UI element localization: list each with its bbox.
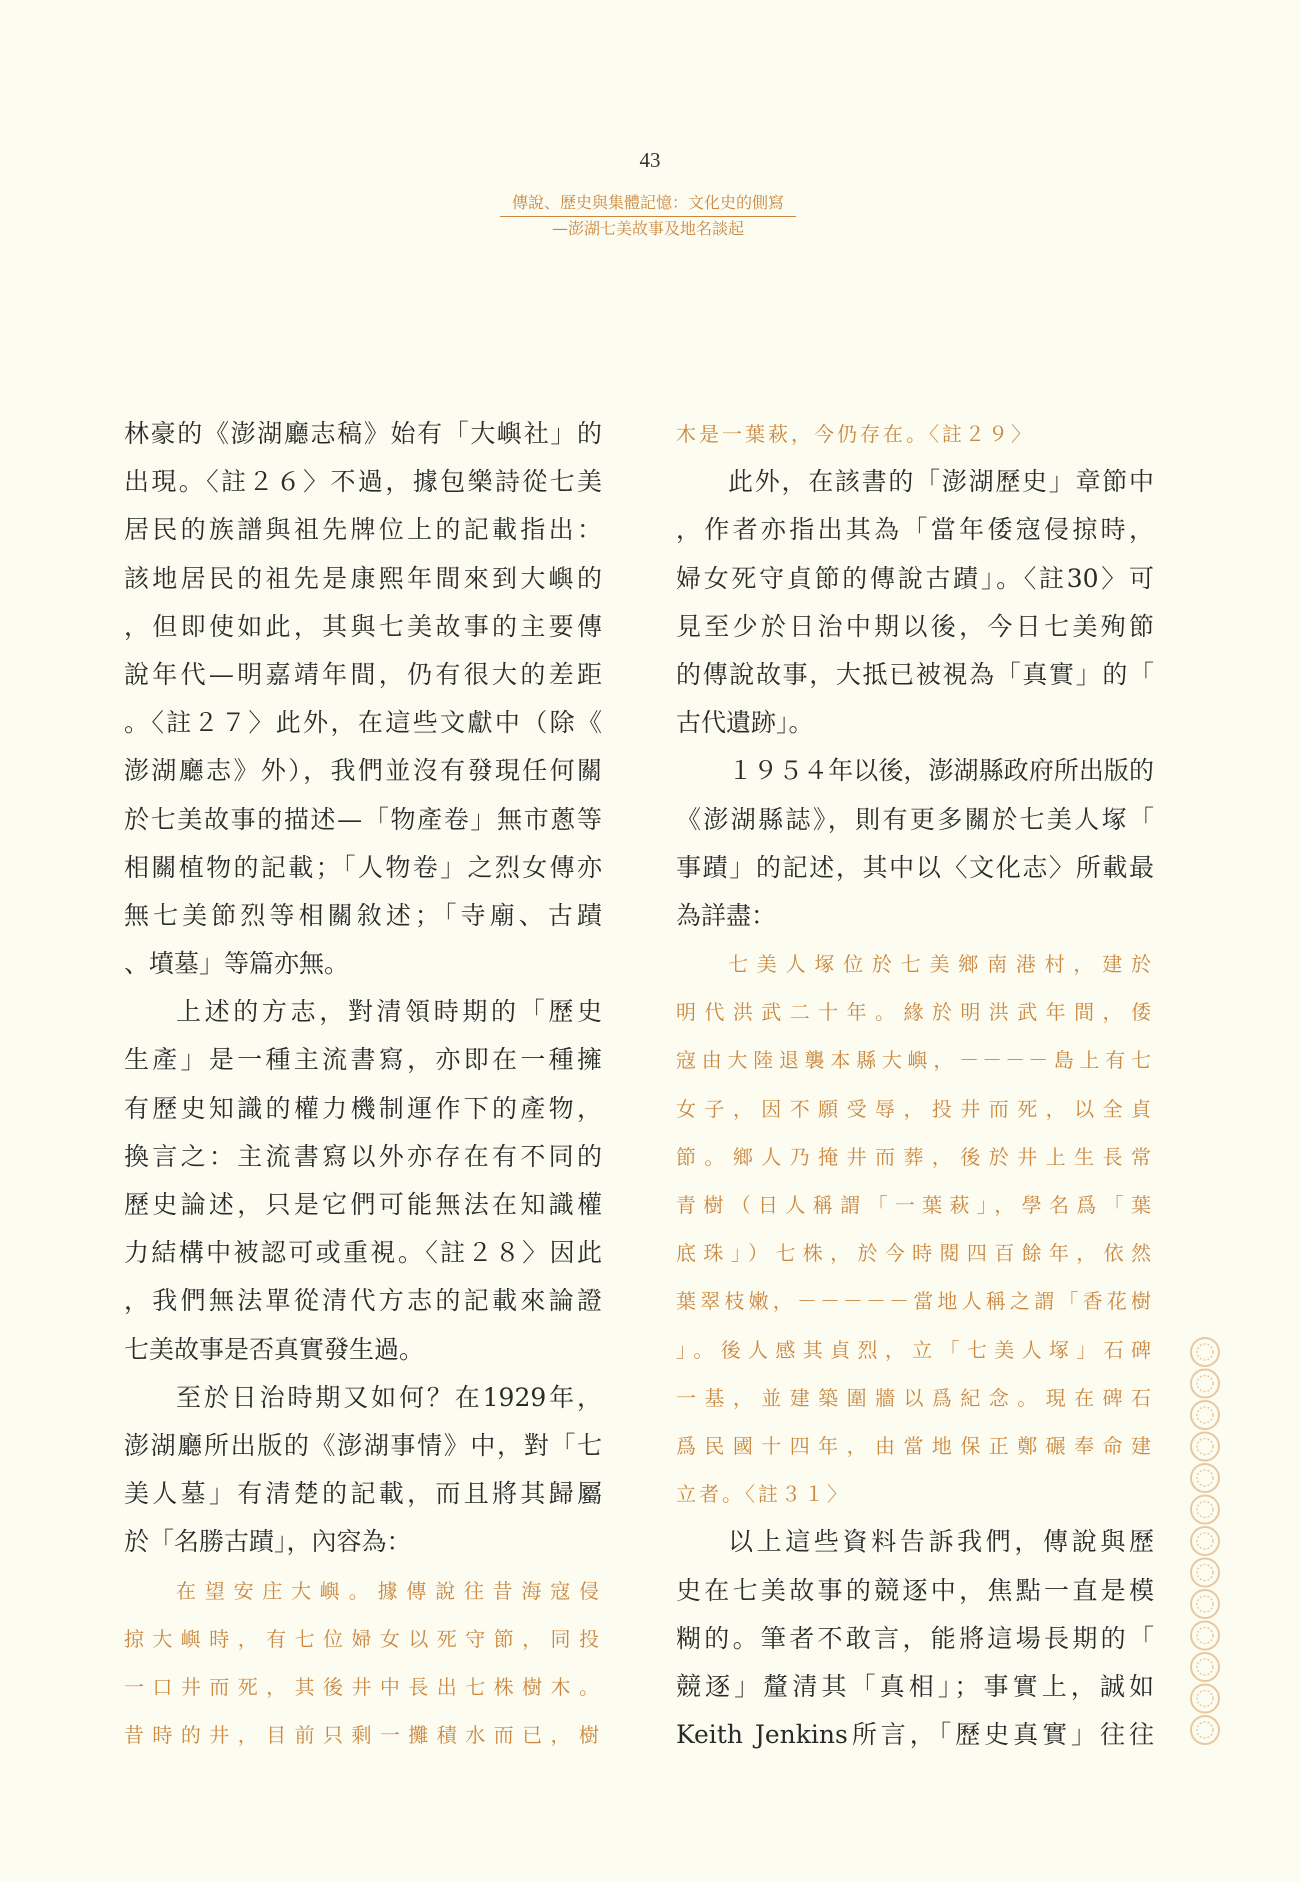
quote-line: 七美人塚位於七美鄉南港村，建於 (728, 952, 1154, 977)
quote-line: 昔時的井，目前只剩一攤積水而已，樹 (124, 1723, 602, 1748)
quote-line: 掠大嶼時，有七位婦女以死守節，同投 (124, 1626, 602, 1651)
text-line: 說年代—明嘉靖年間，仍有很大的差距 (124, 659, 602, 689)
text-line: 相關植物的記載；「人物卷」之烈女傳亦 (124, 852, 602, 882)
text-line: 史在七美故事的競逐中，焦點一直是模 (676, 1575, 1154, 1605)
quote-line: 立者。〈註３１〉 (676, 1482, 850, 1507)
text-line: 古代遺跡」。 (676, 708, 814, 738)
text-line: 此外，在該書的「澎湖歷史」章節中 (728, 467, 1154, 497)
text-line: 澎湖廳所出版的《澎湖事情》中，對「七 (124, 1430, 602, 1460)
text-line: ，作者亦指出其為「當年倭寇侵掠時， (676, 515, 1154, 545)
quote-line: 葉翠枝嫩，－－－－－當地人稱之謂「香花樹 (676, 1289, 1154, 1314)
text-line: １９５４年以後，澎湖縣政府所出版的 (728, 756, 1154, 786)
quote-line: 節。鄉人乃掩井而葬，後於井上生長常 (676, 1144, 1154, 1169)
running-subtitle: —澎湖七美故事及地名談起 (551, 219, 744, 238)
quote-line: 木是一葉萩，今仍存在。〈註２９〉 (676, 422, 1034, 446)
text-line: 於七美故事的描述—「物產卷」無市蔥等 (124, 804, 602, 834)
text-line: 該地居民的祖先是康熙年間來到大嶼的 (124, 563, 602, 593)
quote-line: 寇由大陸退襲本縣大嶼，－－－－島上有七 (676, 1048, 1154, 1073)
text-line: 、墳墓」等篇亦無。 (124, 949, 350, 979)
running-title: 傳說、歷史與集體記憶：文化史的側寫 (500, 192, 796, 217)
text-line: 見至少於日治中期以後，今日七美殉節 (676, 611, 1154, 641)
text-line: 競逐」釐清其「真相」；事實上，誠如 (676, 1671, 1154, 1701)
text-line: 七美故事是否真實發生過。 (124, 1334, 425, 1364)
lace-border-icon (1188, 1336, 1222, 1756)
quote-line: 一基，並建築圍牆以爲紀念。現在碑石 (676, 1385, 1154, 1410)
text-line: 美人墓」有清楚的記載，而且將其歸屬 (124, 1479, 602, 1509)
text-line: ，我們無法單從清代方志的記載來論證 (124, 1286, 602, 1316)
text-line: 為詳盡： (676, 900, 777, 930)
text-line: 澎湖廳志》外），我們並沒有發現任何關 (124, 756, 602, 786)
text-line: 無七美節烈等相關敘述；「寺廟、古蹟 (124, 900, 602, 930)
quote-line: 」。後人感其貞烈，立「七美人塚」石碑 (676, 1337, 1154, 1362)
text-line: 的傳說故事，大抵已被視為「真實」的「 (676, 659, 1154, 689)
text-line: ，但即使如此，其與七美故事的主要傳 (124, 611, 602, 641)
text-line: 婦女死守貞節的傳說古蹟」。〈註30〉可 (676, 563, 1154, 593)
text-line: 力結構中被認可或重視。〈註２８〉因此 (124, 1238, 602, 1268)
text-line: 歷史論述，只是它們可能無法在知識權 (124, 1190, 602, 1219)
page-number: 43 (639, 148, 661, 172)
text-line: 上述的方志，對清領時期的「歷史 (176, 997, 602, 1027)
text-line: 至於日治時期又如何？在1929年， (176, 1382, 602, 1412)
text-line: 《澎湖縣誌》，則有更多關於七美人塚「 (676, 804, 1154, 834)
text-line: 有歷史知識的權力機制運作下的產物， (124, 1093, 602, 1123)
quote-line: 爲民國十四年，由當地保正鄭碾奉命建 (676, 1433, 1154, 1458)
right-column (676, 410, 1154, 1759)
text-line: 。〈註２７〉此外，在這些文獻中（除《 (124, 708, 602, 738)
quote-line: 一口井而死，其後井中長出七株樹木。 (124, 1674, 602, 1699)
text-line: 林豪的《澎湖廳志稿》始有「大嶼社」的 (124, 419, 602, 448)
left-column (124, 410, 602, 1759)
text-line: 居民的族譜與祖先牌位上的記載指出： (124, 515, 602, 545)
text-line: 糊的。筆者不敢言，能將這場長期的「 (676, 1623, 1154, 1653)
quote-line: 青樹（日人稱謂「一葉萩」，學名爲「葉 (676, 1193, 1154, 1217)
quote-line: 在望安庄大嶼。據傳說往昔海寇侵 (176, 1578, 602, 1603)
quote-line: 明代洪武二十年。緣於明洪武年間，倭 (676, 1000, 1154, 1025)
text-line: 換言之：主流書寫以外亦存在有不同的 (124, 1141, 602, 1171)
text-line: 於「名勝古蹟」，內容為： (124, 1527, 412, 1557)
text-line: Keith Jenkins所言，「歷史真實」往往 (676, 1720, 1154, 1750)
quote-line: 女子，因不願受辱，投井而死，以全貞 (676, 1096, 1154, 1121)
text-line: 事蹟」的記述，其中以〈文化志〉所載最 (676, 852, 1154, 882)
quote-line: 底珠」）七株，於今時閱四百餘年，依然 (676, 1241, 1154, 1266)
text-line: 出現。〈註２６〉不過，據包樂詩從七美 (124, 467, 602, 497)
text-line: 生產」是一種主流書寫，亦即在一種擁 (124, 1045, 602, 1075)
text-line: 以上這些資料告訴我們，傳說與歷 (728, 1527, 1154, 1557)
